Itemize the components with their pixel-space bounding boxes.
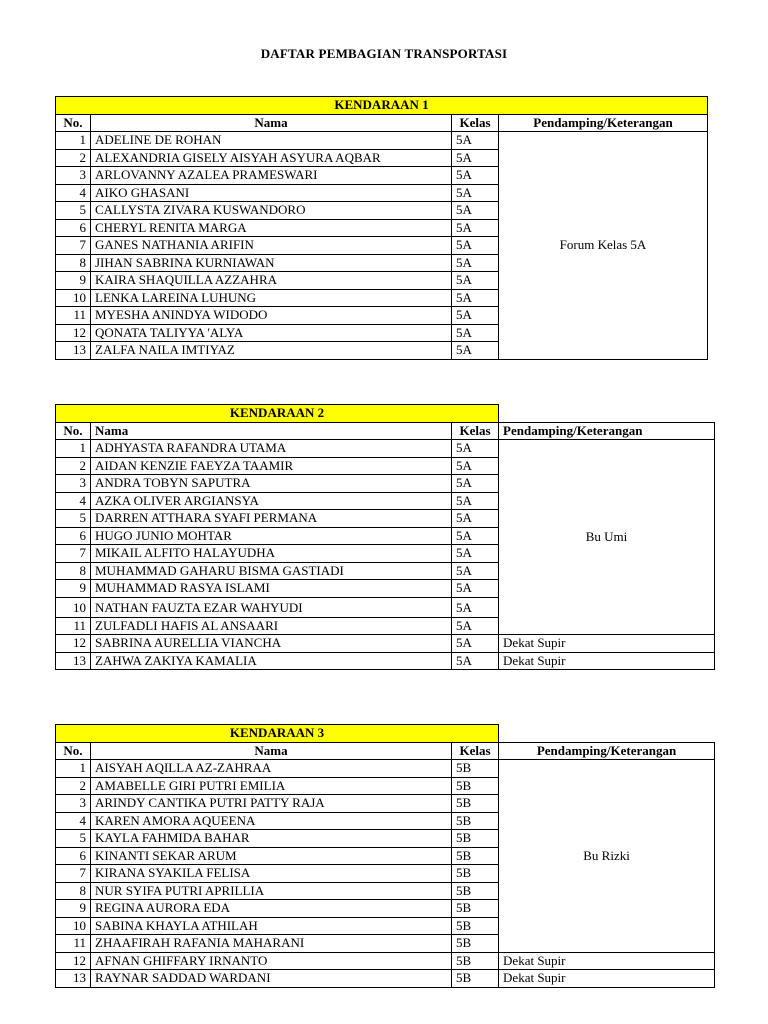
table-header-row <box>56 742 715 760</box>
row-kelas: 5A <box>452 652 499 670</box>
table-row <box>56 760 715 778</box>
row-kelas: 5A <box>452 475 499 493</box>
row-nama: JIHAN SABRINA KURNIAWAN <box>91 254 452 272</box>
row-nama: MUHAMMAD GAHARU BISMA GASTIADI <box>91 562 452 580</box>
header-pendamping: Pendamping/Keterangan <box>499 742 715 760</box>
row-kelas: 5A <box>452 202 499 220</box>
row-no: 8 <box>56 882 91 900</box>
row-no: 6 <box>56 219 91 237</box>
row-nama: AFNAN GHIFFARY IRNANTO <box>91 952 452 970</box>
header-no: No. <box>56 742 91 760</box>
row-kelas: 5A <box>452 580 499 598</box>
row-no: 2 <box>56 457 91 475</box>
row-kelas: 5A <box>452 492 499 510</box>
vehicle-1-table <box>55 96 708 360</box>
row-kelas: 5A <box>452 289 499 307</box>
row-nama: KINANTI SEKAR ARUM <box>91 847 452 865</box>
row-kelas: 5A <box>452 219 499 237</box>
row-no: 7 <box>56 237 91 255</box>
row-no: 8 <box>56 254 91 272</box>
vehicle-2-table <box>55 404 715 670</box>
header-pendamping: Pendamping/Keterangan <box>499 422 715 440</box>
row-no: 2 <box>56 777 91 795</box>
vehicle-1-title: KENDARAAN 1 <box>56 97 708 115</box>
row-kelas: 5B <box>452 865 499 883</box>
row-nama: ADHYASTA RAFANDRA UTAMA <box>91 440 452 458</box>
row-nama: AMABELLE GIRI PUTRI EMILIA <box>91 777 452 795</box>
vehicle-3-pendamping: Bu Rizki <box>499 760 715 953</box>
table-row <box>56 970 715 988</box>
row-nama: ADELINE DE ROHAN <box>91 132 452 150</box>
header-kelas: Kelas <box>452 742 499 760</box>
row-no: 10 <box>56 917 91 935</box>
row-no: 6 <box>56 847 91 865</box>
row-no: 12 <box>56 324 91 342</box>
row-no: 7 <box>56 545 91 563</box>
vehicle-2-title: KENDARAAN 2 <box>56 405 499 423</box>
row-no: 9 <box>56 272 91 290</box>
row-kelas: 5A <box>452 307 499 325</box>
row-kelas: 5A <box>452 510 499 528</box>
header-no: No. <box>56 114 91 132</box>
row-no: 6 <box>56 527 91 545</box>
row-nama: KAYLA FAHMIDA BAHAR <box>91 830 452 848</box>
row-keterangan: Dekat Supir <box>499 652 715 670</box>
row-no: 2 <box>56 149 91 167</box>
row-no: 1 <box>56 440 91 458</box>
row-kelas: 5A <box>452 324 499 342</box>
vehicle-2-pendamping: Bu Umi <box>499 440 715 635</box>
row-no: 3 <box>56 167 91 185</box>
vehicle-3-table <box>55 724 715 988</box>
header-kelas: Kelas <box>452 422 499 440</box>
row-nama: KIRANA SYAKILA FELISA <box>91 865 452 883</box>
row-nama: KAIRA SHAQUILLA AZZAHRA <box>91 272 452 290</box>
vehicle-3-title: KENDARAAN 3 <box>56 725 499 743</box>
table-header-row <box>56 114 708 132</box>
row-nama: HUGO JUNIO MOHTAR <box>91 527 452 545</box>
row-nama: CALLYSTA ZIVARA KUSWANDORO <box>91 202 452 220</box>
row-nama: ANDRA TOBYN SAPUTRA <box>91 475 452 493</box>
row-nama: SABRINA AURELLIA VIANCHA <box>91 635 452 653</box>
row-kelas: 5A <box>452 635 499 653</box>
table-row <box>56 952 715 970</box>
row-kelas: 5A <box>452 545 499 563</box>
row-no: 1 <box>56 760 91 778</box>
row-kelas: 5B <box>452 760 499 778</box>
table-row <box>56 652 715 670</box>
row-no: 13 <box>56 970 91 988</box>
row-kelas: 5A <box>452 167 499 185</box>
row-nama: MYESHA ANINDYA WIDODO <box>91 307 452 325</box>
row-kelas: 5A <box>452 272 499 290</box>
row-nama: ALEXANDRIA GISELY AISYAH ASYURA AQBAR <box>91 149 452 167</box>
row-no: 1 <box>56 132 91 150</box>
table-header-row <box>56 422 715 440</box>
row-no: 11 <box>56 307 91 325</box>
row-nama: REGINA AURORA EDA <box>91 900 452 918</box>
row-nama: KAREN AMORA AQUEENA <box>91 812 452 830</box>
row-kelas: 5B <box>452 777 499 795</box>
row-kelas: 5B <box>452 882 499 900</box>
row-nama: ZULFADLI HAFIS AL ANSAARI <box>91 617 452 635</box>
row-nama: SABINA KHAYLA ATHILAH <box>91 917 452 935</box>
row-no: 4 <box>56 184 91 202</box>
row-no: 10 <box>56 289 91 307</box>
row-nama: AISYAH AQILLA AZ-ZAHRAA <box>91 760 452 778</box>
header-nama: Nama <box>91 114 452 132</box>
row-nama: QONATA TALIYYA 'ALYA <box>91 324 452 342</box>
row-no: 12 <box>56 952 91 970</box>
row-kelas: 5A <box>452 184 499 202</box>
row-nama: ZAHWA ZAKIYA KAMALIA <box>91 652 452 670</box>
row-no: 13 <box>56 652 91 670</box>
header-kelas: Kelas <box>452 114 499 132</box>
row-nama: ARLOVANNY AZALEA PRAMESWARI <box>91 167 452 185</box>
row-nama: NUR SYIFA PUTRI APRILLIA <box>91 882 452 900</box>
row-kelas: 5B <box>452 935 499 953</box>
header-nama: Nama <box>91 742 452 760</box>
row-kelas: 5A <box>452 132 499 150</box>
row-keterangan: Dekat Supir <box>499 970 715 988</box>
row-no: 3 <box>56 475 91 493</box>
row-nama: ARINDY CANTIKA PUTRI PATTY RAJA <box>91 795 452 813</box>
row-kelas: 5B <box>452 795 499 813</box>
row-kelas: 5A <box>452 237 499 255</box>
row-kelas: 5B <box>452 847 499 865</box>
row-kelas: 5A <box>452 149 499 167</box>
table-row <box>56 635 715 653</box>
table-row <box>56 440 715 458</box>
vehicle-1-banner <box>56 97 708 115</box>
vehicle-3-banner <box>56 725 715 743</box>
row-no: 13 <box>56 342 91 360</box>
row-kelas: 5A <box>452 617 499 635</box>
row-nama: MIKAIL ALFITO HALAYUDHA <box>91 545 452 563</box>
row-no: 12 <box>56 635 91 653</box>
row-nama: RAYNAR SADDAD WARDANI <box>91 970 452 988</box>
row-nama: GANES NATHANIA ARIFIN <box>91 237 452 255</box>
row-kelas: 5B <box>452 917 499 935</box>
row-no: 5 <box>56 202 91 220</box>
table-row <box>56 132 708 150</box>
vehicle-1-pendamping: Forum Kelas 5A <box>499 132 708 360</box>
row-kelas: 5B <box>452 830 499 848</box>
row-nama: CHERYL RENITA MARGA <box>91 219 452 237</box>
row-nama: ZALFA NAILA IMTIYAZ <box>91 342 452 360</box>
row-kelas: 5B <box>452 900 499 918</box>
row-no: 11 <box>56 617 91 635</box>
row-nama: AIDAN KENZIE FAEYZA TAAMIR <box>91 457 452 475</box>
row-kelas: 5A <box>452 342 499 360</box>
vehicle-2-banner <box>56 405 715 423</box>
row-no: 9 <box>56 900 91 918</box>
row-no: 7 <box>56 865 91 883</box>
row-no: 9 <box>56 580 91 598</box>
row-no: 5 <box>56 830 91 848</box>
row-keterangan: Dekat Supir <box>499 952 715 970</box>
row-no: 4 <box>56 492 91 510</box>
row-kelas: 5A <box>452 597 499 617</box>
row-no: 4 <box>56 812 91 830</box>
row-kelas: 5A <box>452 457 499 475</box>
row-nama: AIKO GHASANI <box>91 184 452 202</box>
header-nama: Nama <box>91 422 452 440</box>
row-nama: ZHAAFIRAH RAFANIA MAHARANI <box>91 935 452 953</box>
row-no: 8 <box>56 562 91 580</box>
row-kelas: 5B <box>452 970 499 988</box>
header-pendamping: Pendamping/Keterangan <box>499 114 708 132</box>
row-kelas: 5A <box>452 527 499 545</box>
row-no: 5 <box>56 510 91 528</box>
row-no: 3 <box>56 795 91 813</box>
row-no: 11 <box>56 935 91 953</box>
row-kelas: 5B <box>452 812 499 830</box>
row-nama: DARREN ATTHARA SYAFI PERMANA <box>91 510 452 528</box>
row-kelas: 5A <box>452 562 499 580</box>
document-title: DAFTAR PEMBAGIAN TRANSPORTASI <box>260 46 508 61</box>
row-keterangan: Dekat Supir <box>499 635 715 653</box>
row-no: 10 <box>56 597 91 617</box>
row-kelas: 5A <box>452 440 499 458</box>
row-nama: LENKA LAREINA LUHUNG <box>91 289 452 307</box>
row-nama: MUHAMMAD RASYA ISLAMI <box>91 580 452 598</box>
row-nama: NATHAN FAUZTA EZAR WAHYUDI <box>91 597 452 617</box>
row-nama: AZKA OLIVER ARGIANSYA <box>91 492 452 510</box>
header-no: No. <box>56 422 91 440</box>
row-kelas: 5B <box>452 952 499 970</box>
row-kelas: 5A <box>452 254 499 272</box>
